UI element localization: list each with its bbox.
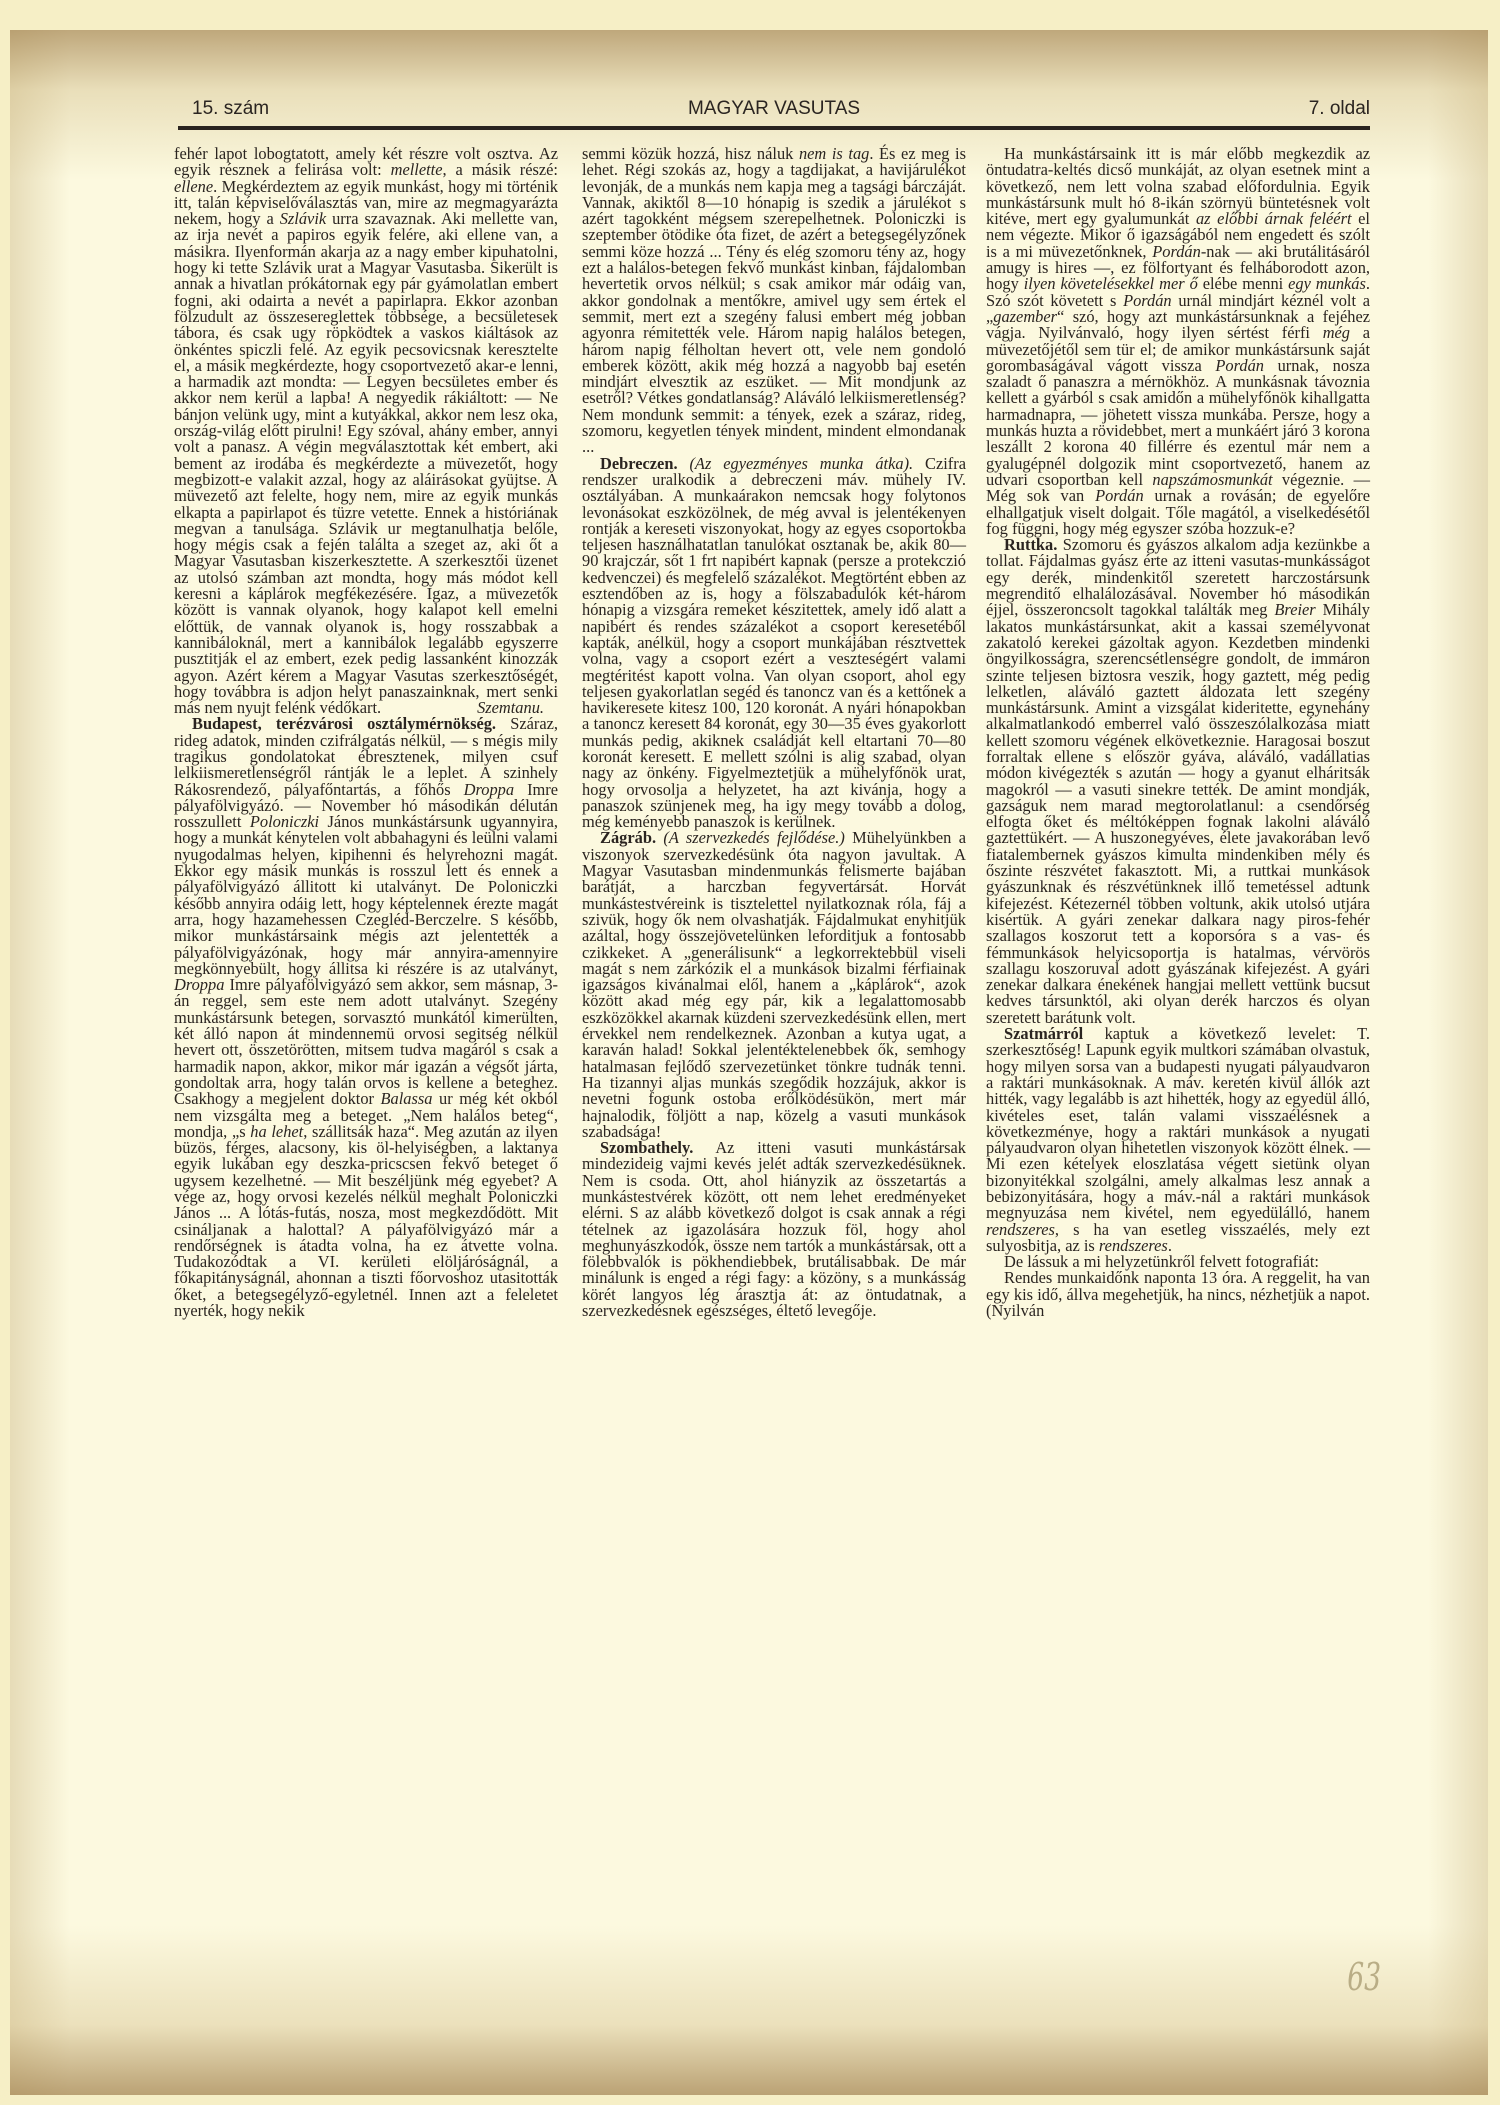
issue-number: 15. szám [192,98,270,119]
body-text: elébe menni [1197,274,1289,294]
emphasis-text: ha lehet [250,1121,304,1141]
newspaper-title: MAGYAR VASUTAS [687,98,861,119]
emphasis-text: Droppa [174,975,225,995]
body-text: végeznie. — Még sok van [986,469,1370,506]
emphasis-text: Pordán [1215,355,1264,375]
body-text: a müvezetőjétől sem tür el; de amikor munkástársunk saját gorombaságával vágott vissza [986,323,1370,375]
emphasis-text: Poloniczki [249,812,320,832]
body-text: Az itteni vasuti munkástársak mindezideig vajmi kevés jelét adták szervezkedésüknek. Nem is csoda. Ott, ahol hiányzik az összetartás a munkástestvérek között, ott nem lehet eredményeket elérni. S az alább következő dolgot is csak annak a régi tételnek az igazolására hozzuk föl, hogy ahol meghunyászkodók, össze nem tartók a munkástársak, ott a fölebbvalók is pökhendiebbek, brutálisabbak. De már minálunk is enged a régi fagy: a közöny, s a munkásság körét langyos lég árasztja át: az öntudatnak, a szervezkedésnek egészséges, éltető levegője. [582,1138,966,1321]
body-text: , s ha van esetleg visszaélés, mely ezt sulyosbitja, az is [986,1219,1370,1255]
body-text: . [1167,1235,1172,1255]
article-paragraph [174,716,558,1319]
emphasis-text: Pordán [1095,486,1144,506]
body-text: urra szavaznak. Aki mellette van, az irja nevét a papiros egyik felére, aki ellene van, a másikra. Ilyenformán akarja az a nagy ember kipuhatolni, hogy ki tette Szlávik urat a Magyar Vasutasba. Sikerült is annak a hivatlan prókátornak egy pár gyámolatlan embert fogni, aki odairta a nevét a papirlapra. Ekkor azonban fölzudult az összesereglettek többsége, a becsületesek tábora, és csak ugy röpködtek a vaskos kiáltások az önkéntes spiczli felé. Az egyik pecsovicsnak keresztelte el, a másik megkérdezte, hogy csoportvezető akar-e lenni, a harmadik azt mondta: — Legyen becsületes ember és akkor nem kerül a lapba! A negyedik rákiáltott: — Ne bánjon velünk ugy, mint a kutyákkal, akkor nem lesz oka, ország-világ előtt pirulni! Egy szóval, ahány ember, annyi volt a panasz. A végin megválasztottak két embert, aki bement az irodába és megkérdezte a müvezetőt, hogy megbizott-e valakit azzal, hogy az aláirásokat gyüjtse. A müvezető azt felelte, hogy nem, mire az egyik munkás elkapta a papirlapot és tüzre vetette. Ennek a históriának megvan a tanulsága. Szlávik ur megtanulhatja belőle, hogy mégis csak a fején találta a szeget az, aki őt a Magyar Vasutasban kiszerkesztette. A szerkesztői üzenet az utolsó számban azt mondta, hogy más módot kell keresni a káplárok megfékezésére. Igaz, a müvezetők között is vannak olyanok, hogy kalapot kell emelni előttük, de vannak olyanok is, hogy rosszabbak a kannibáloknál, mert a kannibálok legalább egyszerre pusztitják el az embert, ezek pedig lassanként kinozzák agyon. Azért kérem a Magyar Vasutas szerkesztőségét, hogy továbbra is adjon helyt panaszainknak, mert senki más nem nyujt felénk védőkart. [174,209,558,718]
body-text: Imre pályafölvigyázó. — November hó másodikán délután rosszullett [174,779,559,832]
signature: Szemtanu. [477,698,544,718]
body-text: urnak a rovásán; de egyelőre elhallgatjuk viselt dolgait. Tőle magától, a viselkedésétől fog függni, hogy még egyszer szóba hozzuk-e? [986,486,1370,538]
column-1 [174,146,558,1319]
body-text: Szomoru és gyászos alkalom adja kezünkbe a tollat. Fájdalmas gyász érte az itteni vasutas-munkásságot egy derék, mindenkitől szeretett harczostársunk megrenditő elhalálozásával. November hó másodikán éjjel, összeroncsolt tagokkal találták meg [986,535,1370,620]
article-paragraph [582,146,966,456]
emphasis-text: Pordán [1123,290,1172,310]
emphasis-text: Pordán [1152,241,1201,261]
emphasis-text: Szlávik [279,209,327,229]
emphasis-text: napszámosmunkát [1152,469,1273,489]
emphasis-text: (A szervezkedés fejlődése.) [663,828,845,848]
emphasis-text: mellette [390,160,443,180]
emphasis-text: ilyen követelésekkel mer ő [1023,274,1198,294]
body-text: De lássuk a mi helyzetünkről felvett fotografiát: [1004,1252,1319,1272]
body-text: Ha munkástársaink itt is már előbb megkezdik az öntudatra-keltés dicső munkáját, az olyan esetnek mint a következő, nem lett volna szabad előfordulnia. Egyik munkástársunk mult hó 8-ikán szörnyü büntetésnek volt kitéve, mert egy gyalumunkát [986,144,1370,229]
emphasis-text: Balassa [380,1089,433,1109]
article-paragraph [986,1270,1370,1319]
section-heading: Budapest, terézvárosi osztálymérnökség. [192,714,497,734]
emphasis-text: gazember [993,306,1058,326]
section-heading: Zágráb. [600,828,657,848]
body-text: Mühelyünkben a viszonyok szervezkedésünk óta nagyon javultak. A Magyar Vasutasban mindenmunkás felismerte bajában barátját, a harczban fegyvertársát. Horvát munkástestvéreink is tisztelettel nyilatkoznak róla, fáj a szivük, hogy ők nem olvashatják. Fájdalmukat enyhitjük azáltal, hogy összejövetelünken leforditjuk a fontosabb czikkeket. A „generálisunk“ a legkorrektebbül viseli magát s nem zárkózik el a munkások bizalmi férfiainak igazságos kivánalmai elől, hanem a „káplárok“, azok között akad még egy pár, kik a legalattomosabb eszközökkel akarnak küzdeni szervezkedésünk ellen, mert érvekkel nem rendelkeznek. Azonban a kutya ugat, a karaván halad! Sokkal jelentéktelenebbek ők, semhogy hatalmasan fejlődő szervezetünket tönkre tudnák tenni. Ha tizannyi aljas munkás szegődik hozzájuk, akkor is nevetni fogunk ostoba erőlködésükön, mert már hajnalodik, följött a nap, közelg a vasuti munkások szabadsága! [582,828,966,1141]
column-3 [986,146,1370,1319]
emphasis-text: (Az egyezményes munka átka). [689,453,914,473]
emphasis-text: rendszeres [1098,1235,1168,1255]
body-text: urnak, nosza szaladt ő panaszra a mérnökhöz. A munkásnak távoznia kellett a gyárból s csak amidőn a mühelyfőnök kihallgatta harmadnapra, — jöhetett vissza munkába. Persze, hogy a munkás huzta a rövidebbet, mert a munkáért járó 3 korona leszállt 2 korona 40 fillérre és ezentul már nem a gyalugépnél dolgozik mint csoportvezető, hanem az udvari csoportban kell [986,355,1370,489]
body-text: . És ez meg is lehet. Régi szokás az, hogy a tagdijakat, a havijárulékot levonják, de a munkás nem kapja meg a tagsági bárczáját. Vannak, akiktől 8—10 hónapig is szedik a járulékot s azért tagokként mégsem szerepelhetnek. Poloniczki is szeptember ötödike óta fizet, de azért a betegsegélyzőnek semmi köze hozzá ... Tény és elég szomoru tény az, hogy ezt a halálos-betegen fekvő munkást kinban, fájdalomban hevertetik orvos nélkül; s csak amikor már odáig van, akkor gondolnak a mentőkre, amivel ugy sem értek el semmit, mert ezt a szegény falusi embert még jobban agyonra rémitették vele. Három napig halálos betegen, három napig félholtan hevert ott, vele nem gondoló emberek között, akik még hozzá a nagyobb baj esetén mindjárt elvesztik az eszüket. — Mit mondjunk az esetről? Vétkes gondatlanság? Aláváló lelkiismeretlenség? Nem mondunk semmit: a tények, ezek a száraz, rideg, szomoru, kegyetlen tények mindent, mindent elmondanak ... [582,144,966,457]
page-header [178,98,1370,124]
emphasis-text: az előbbi árnak feléért [1195,209,1352,229]
emphasis-text: rendszeres [986,1219,1055,1239]
article-paragraph [582,830,966,1140]
article-paragraph [582,1140,966,1319]
emphasis-text: ellene [174,176,214,196]
page-number: 7. oldal [1308,98,1370,119]
emphasis-text: még [1322,323,1350,343]
body-text: “ szó, hogy azt munkástársunknak a fejéhez vágja. Nyilvánvaló, hogy ilyen sértést férfi [986,306,1370,343]
body-text: , a másik részé: [442,160,558,180]
body-text: fehér lapot lobogtatott, amely két részre volt osztva. Az egyik résznek a felirása volt: [174,144,558,180]
column-2 [582,146,966,1319]
article-paragraph [174,146,558,716]
header-rule [178,126,1370,130]
section-heading: Debreczen. [600,453,678,473]
body-text: el nem végezte. Mikor ő igazságából nem engedett és szólt is a mi müvezetőnknek, [986,209,1370,261]
handwritten-page-number: 63 [1347,1955,1382,1999]
section-heading: Szatmárról [1004,1024,1084,1044]
body-text: Imre pályafölvigyázó sem akkor, sem másnap, 3-án reggel, sem este nem adott utalványt. Szegény munkástársunk betegen, sorvasztó munkától kimerülten, két álló napon át mindennemü orvosi segitség nélkül hevert ott, összetörötten, mitsem tudva magáról s csak a harmadik napon, akkor, mikor már igazán a végsőt járta, gondoltak arra, hogy talán orvos is kellene a beteghez. Csakhogy a megjelent doktor [174,975,558,1109]
body-text: Száraz, rideg adatok, minden czifrálgatás nélkül, — s mégis mily tragikus gondolatokat ébresztenek, milyen csuf lelkiismeretlenségről rántják le a leplet. A szinhely Rákosrendező, pályafőntartás, a főhős [174,714,558,799]
body-text: semmi közük hozzá, hisz náluk [582,144,799,163]
body-text: -nak — aki brutálitásáról amugy is hires —, ez fölfortyant és felháborodott azon, hogy [986,241,1370,294]
emphasis-text: nem is tag [798,144,870,163]
section-heading: Ruttka. [1004,535,1058,555]
emphasis-text: Droppa [463,779,515,799]
body-text: János munkástársunk ugyannyira, hogy a munkát kénytelen volt abbahagyni és leülni valami nyugodalmas helyen, kipihenni és helyrehozni magát. Ekkor egy másik munkás is rosszul lett és ennek a pályafölvigyázó állitott ki utalványt. De Poloniczki később annyira odáig lett, hogy képtelennek érezte magát arra, hogy hazamehessen Czegléd-Berczelre. S később, mikor munkástársaink mégis azt jelentették a pályafölvigyázónak, hogy már annyira-amennyire megkönnyebült, hogy állitsa ki részére is az utalványt, [174,812,558,978]
body-text: urnál mindjárt kéznél volt a „ [986,290,1370,326]
section-heading: Szombathely. [600,1138,694,1158]
article-paragraph [986,537,1370,1026]
body-text: Mihály lakatos munkástársunkat, akit a kassai személyvonat zakatoló kerekei gázoltak agyon. Kezdetben mindenki öngyilkosságra, szerencsétlenségre gondolt, de immáron szinte teljesen biztosra veszik, hogy gaztett, még pedig lelketlen, aláváló gaztett áldozata lett szegény munkástársunk. Amint a vizsgálat kideritette, egynehány alkalmatlankodó emberrel való összeszólalkozása miatt kellett szomoru végének elkövetkeznie. Haragosai boszut forraltak ellene s először gyáva, aláváló, vadállatias módon kivégezték s azután — hogy a gyanut elháritsák magokról — a vasuti sinekre tették. De amint mondják, gazságuk nem marad megtorolatlanul: a csendőrség elfogta őket és méltóképpen fognak lakolni aláváló gaztettükért. — A huszonegyéves, élete javakorában levő fiatalembernek gyászos kimulta mindenkiben mély és őszinte részvétet fakasztott. Mi, a ruttkai munkások gyászunknak és részvétünknek illő temetéssel adtunk kifejezést. Kétezernél többen voltunk, akik utolsó utjára kisértük. A gyári zenekar dalkara nagy piros-fehér szallagos koszorut tett a koporsóra s a vas- és fémmunkások helyicsoportja is hatalmas, vérvörös szallagu koszoruval adott gyászának kifejezést. A gyári zenekar dalkara énekének hangjai mellett vettünk bucsut kedves társunktól, aki olyan derék harczos és olyan szeretett barátunk volt. [986,600,1370,1027]
emphasis-text: egy munkás [1288,274,1366,294]
body-text: Czifra rendszer uralkodik a debreczeni máv. mühely IV. osztályában. A munkaárakon nemcsak hogy folytonos levonásokat eszközölnek, de még avval is jelentékenyen rontják a kereseti viszonyokat, hogy az egyes csoportokba teljesen használhatatlan tanulókat osztanak be, akik 80—90 krajczár, sőt 1 frt napibért kapnak (persze a protekczió kedvenczei) és megfelelő százalékot. Megtörtént ebben az esztendőben az is, hogy a fölszabadulók két-három hónapig a vizsgára remeket készitettek, amely idő alatt a napibért és rendes százalékot a csoport keresetéből kapták, anélkül, hogy a csoport munkájában résztvettek volna, vagy a csoport ezért a veszteségért valami megtéritést kapott volna. Van olyan csoport, ahol egy teljesen gyakorlatlan segéd és tanoncz van és a kettőnek a havikeresete kitesz 100, 120 koronát. A nyári hónapokban a tanoncz keresett 84 koronát, egy 30—35 éves gyakorlott munkás pedig, akiknek családját kell eltartani 70—80 koronát keresett. E mellett szólni is alig szabad, olyan nagy az önkény. Figyelmeztetjük a mühelyfőnök urat, hogy orvosolja a helyzetet, ha azt kivánja, hogy a panaszok szünjenek meg, ha igy megy tovább a dolog, még keményebb panaszok is kerülnek. [582,453,966,832]
article-paragraph [986,146,1370,537]
body-text: kaptuk a következő levelet: T. szerkesztőség! Lapunk egyik multkori számában olvastuk, hogy milyen sorsa van a budapesti nyugati pályaudvaron a raktári munkásoknak. A máv. keretén kivül állók azt hitték, vagy legalább is azt hihették, hogy az egyedül álló, kivételes eset, talán valami visszaélésnek a következménye, hogy a raktári munkások a nyugati pályaudvaron olyan hihetetlen viszonyok között élnek. — Mi ezen kételyek eloszlatása végett sietünk olyan bizonyitékkal szolgálni, amely alkalmas lesz annak a bebizonyitására, hogy a máv.-nál a raktári munkások megnyuzása nem kivétel, nem egyedülálló, hanem [986,1024,1370,1223]
article-paragraph [582,453,966,832]
body-text: Rendes munkaidőnk naponta 13 óra. A reggelit, ha van egy kis idő, állva megehetjük, ha nincs, nézhetjük a napot. (Nyilván [986,1268,1370,1321]
body-text: . Megkérdeztem az egyik munkást, hogy mi történik itt, talán képviselőválasztás van, mire az megmagyarázta nekem, hogy a [174,176,558,229]
body-text: , szállitsák haza“. Meg azután az ilyen büzös, férges, alacsony, kis öl-helyiségben, a laktanya egyik lukában egy deszka-pricscsen fekvő beteget ő ugysem kezelhetné. — Mit beszéljünk még egyebet? A vége az, hogy orvosi kezelés nélkül meghalt Poloniczki János ... A lótás-futás, nosza, most megkezdődött. Mit csináljanak a halottal? A pályafölvigyázó már a rendőrségnek is átadta volna, ha ez átvette volna. Tudakozódtak a VI. kerületi elöljáróságnál, a főkapitányságnál, ahonnan a tiszti főorvoshoz utasitották őket, a betegsegélyző-egyletnél. Innen azt a feleletet nyerték, hogy nekik [174,1121,558,1321]
emphasis-text: Breier [1274,600,1316,620]
article-paragraph [986,1026,1370,1254]
body-text: . Szó szót követett s [986,274,1370,310]
body-text: ur még két okból nem vizsgálta meg a beteget. „Nem halálos beteg“, mondja, „s [174,1089,558,1141]
